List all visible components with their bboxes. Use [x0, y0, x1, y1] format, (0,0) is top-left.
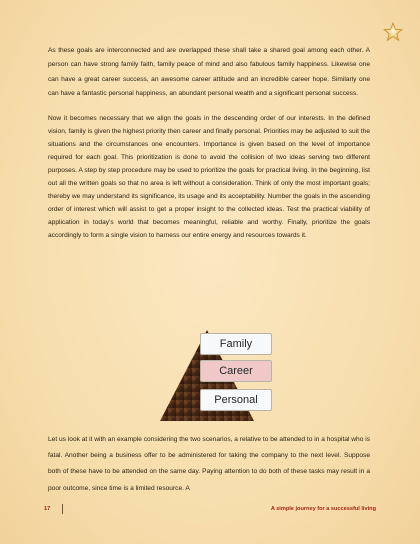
star-icon: [383, 22, 403, 42]
footer-book-title: A simple journey for a successful living: [270, 506, 376, 512]
body-text: [48, 44, 370, 252]
footer-divider: [62, 504, 63, 514]
bottom-text: [48, 432, 370, 497]
pyramid-level-career: Career: [200, 360, 272, 382]
pyramid-level-personal: Personal: [200, 389, 272, 411]
paragraph-1: As these goals are interconnected and are overlapped these shall take a shared goal among each other. A person can have strong family faith, family peace of mind and also fabulous family happiness. Likewise one can have a great career success, an awesome career attitude and an incredible career hope. Similarly one can have a fantastic personal happiness, an abundant personal wealth and a significant personal success.: [48, 47, 370, 98]
paragraph-2: Now it becomes necessary that we align the goals in the descending order of our interests. In the defined vision, family is given the highest priority then career and finally personal. Priorities may be adjusted to suit the situations and the circumstances one encounters. Importance is given based on the level of importance required for each goal. This prioritization is done to avoid the collision of two ideas serving two different purposes. A step by step procedure may be used to prioritize the goals for practical living. In the beginning, list out all the written goals so that no area is left without a consideration. Think of only the most important goals; thereby we may understand its significance, its usage and its acceptability. Number the goals in the ascending order of interest which will assist to get a proper insight to the collected ideas. Test the practical viability of application in today’s world that becomes meaningful, reliable and worthy. Finally, prioritize the goals accordingly to form a single vision to harness our entire energy and resources towards it.: [48, 114, 370, 239]
pyramid-level-family: Family: [200, 333, 272, 355]
priority-pyramid: [160, 328, 280, 423]
page-number: 17: [44, 506, 51, 512]
page-footer: [36, 503, 376, 515]
paragraph-3: Let us look at it with an example considering the two scenarios, a relative to be attended to in a hospital who is fatal. Another being a business offer to be administered for taking the company to the next level. Suppose both of these have to be attended on the same day. Paying attention to do both of these tasks may result in a poor outcome, since time is a limited resource. A: [48, 436, 370, 492]
